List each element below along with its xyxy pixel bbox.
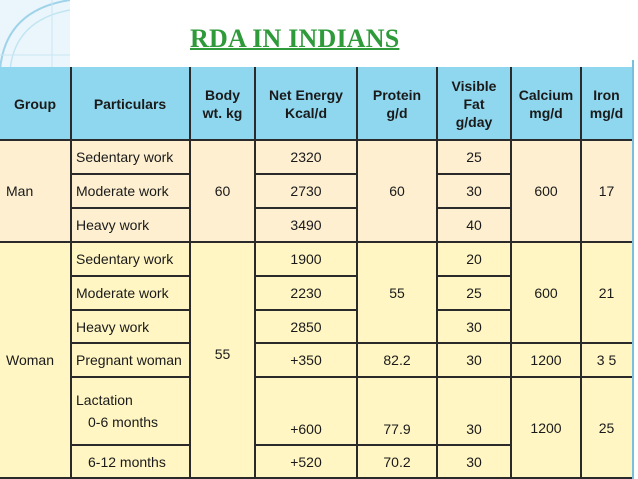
- grid-line: [254, 67, 256, 479]
- grid-line: [70, 376, 190, 378]
- header-visible-fat: [437, 67, 511, 140]
- woman-protein: 55: [357, 242, 437, 343]
- pregnant-energy: +350: [255, 343, 357, 377]
- grid-line: [436, 173, 511, 175]
- pregnant-calcium: 1200: [511, 343, 581, 377]
- header-fat-line1: Visible: [451, 77, 497, 94]
- corner-decoration: [0, 0, 70, 70]
- header-particulars: Particulars: [70, 67, 190, 140]
- lactation-particular: [70, 377, 190, 445]
- woman-row-energy: 1900: [255, 242, 357, 276]
- header-group: Group: [0, 67, 70, 140]
- pregnant-fat: 30: [437, 343, 511, 377]
- man-row-energy: 3490: [255, 208, 357, 242]
- woman-row-particular: Heavy work: [70, 310, 190, 343]
- grid-line: [0, 139, 632, 141]
- lactation-protein1: 77.9: [357, 377, 437, 445]
- grid-line: [254, 173, 357, 175]
- man-row-fat: 25: [437, 140, 511, 174]
- lactation-sub2: 6-12 months: [70, 445, 190, 479]
- pregnant-iron: 3 5: [581, 343, 632, 377]
- slide-border: [632, 60, 634, 479]
- man-calcium: 600: [511, 140, 581, 242]
- header-energy-line1: Net Energy: [269, 86, 343, 103]
- grid-line: [70, 207, 190, 209]
- header-body-line1: Body: [205, 86, 240, 103]
- grid-line: [436, 275, 511, 277]
- grid-line: [436, 67, 438, 479]
- header-fat-line2: Fat: [463, 95, 485, 112]
- woman-row-energy: 2230: [255, 276, 357, 310]
- header-protein-line2: g/d: [386, 104, 408, 121]
- header-calcium-line1: Calcium: [518, 86, 574, 103]
- woman-calcium: 600: [511, 242, 581, 343]
- grid-line: [70, 67, 72, 479]
- grid-line: [356, 67, 358, 479]
- woman-row-particular: Moderate work: [70, 276, 190, 310]
- woman-body-weight: 55: [190, 337, 255, 371]
- grid-line: [70, 275, 190, 277]
- grid-line: [436, 309, 511, 311]
- woman-row-particular: Sedentary work: [70, 242, 190, 276]
- man-row-fat: 30: [437, 174, 511, 208]
- grid-line: [70, 444, 190, 446]
- group-woman: Woman: [0, 343, 70, 377]
- man-iron: 17: [581, 140, 632, 242]
- grid-line: [70, 173, 190, 175]
- grid-line: [254, 309, 357, 311]
- header-body-line2: wt. kg: [202, 104, 243, 121]
- grid-line: [254, 444, 511, 446]
- grid-line: [189, 67, 191, 479]
- grid-line: [510, 67, 512, 479]
- grid-line: [254, 376, 632, 378]
- woman-row-energy: 2850: [255, 310, 357, 343]
- lactation-iron: 25: [581, 377, 632, 479]
- man-row-fat: 40: [437, 208, 511, 242]
- grid-line: [254, 207, 357, 209]
- man-row-energy: 2730: [255, 174, 357, 208]
- pregnant-protein: 82.2: [357, 343, 437, 377]
- lactation-energy1: +600: [255, 377, 357, 445]
- man-row-energy: 2320: [255, 140, 357, 174]
- woman-row-fat: 20: [437, 242, 511, 276]
- lactation-label: Lactation: [76, 392, 133, 408]
- lactation-sub1: 0-6 months: [88, 414, 159, 430]
- woman-row-fat: 30: [437, 310, 511, 343]
- man-row-particular: Heavy work: [70, 208, 190, 242]
- lactation-fat2: 30: [437, 445, 511, 479]
- header-iron-line2: mg/d: [589, 104, 624, 121]
- grid-line: [254, 275, 357, 277]
- header-calcium-line2: mg/d: [529, 104, 563, 121]
- grid-line: [254, 342, 632, 344]
- woman-iron: 21: [581, 242, 632, 343]
- header-protein-line1: Protein: [372, 86, 422, 103]
- woman-row-fat: 25: [437, 276, 511, 310]
- grid-line: [0, 241, 632, 243]
- man-body-weight: 60: [190, 140, 255, 242]
- lactation-protein2: 70.2: [357, 445, 437, 479]
- lactation-calcium: 1200: [511, 377, 581, 479]
- page-title: RDA IN INDIANS: [190, 24, 400, 53]
- grid-line: [580, 67, 582, 479]
- header-body-wt: [190, 67, 255, 140]
- header-iron: [581, 67, 632, 140]
- header-energy-line2: Kcal/d: [284, 104, 327, 121]
- header-protein: [357, 67, 437, 140]
- man-protein: 60: [357, 140, 437, 242]
- group-man: Man: [0, 140, 70, 242]
- grid-line: [70, 342, 190, 344]
- lactation-energy2: +520: [255, 445, 357, 479]
- header-fat-line3: g/day: [455, 113, 493, 130]
- pregnant-particular: Pregnant woman: [70, 343, 190, 377]
- man-row-particular: Sedentary work: [70, 140, 190, 174]
- lactation-fat1: 30: [437, 377, 511, 445]
- man-row-particular: Moderate work: [70, 174, 190, 208]
- rda-table: [0, 67, 632, 479]
- grid-line: [436, 207, 511, 209]
- header-calcium: [511, 67, 581, 140]
- header-net-energy: [255, 67, 357, 140]
- header-iron-line1: Iron: [593, 86, 620, 103]
- grid-line: [70, 309, 190, 311]
